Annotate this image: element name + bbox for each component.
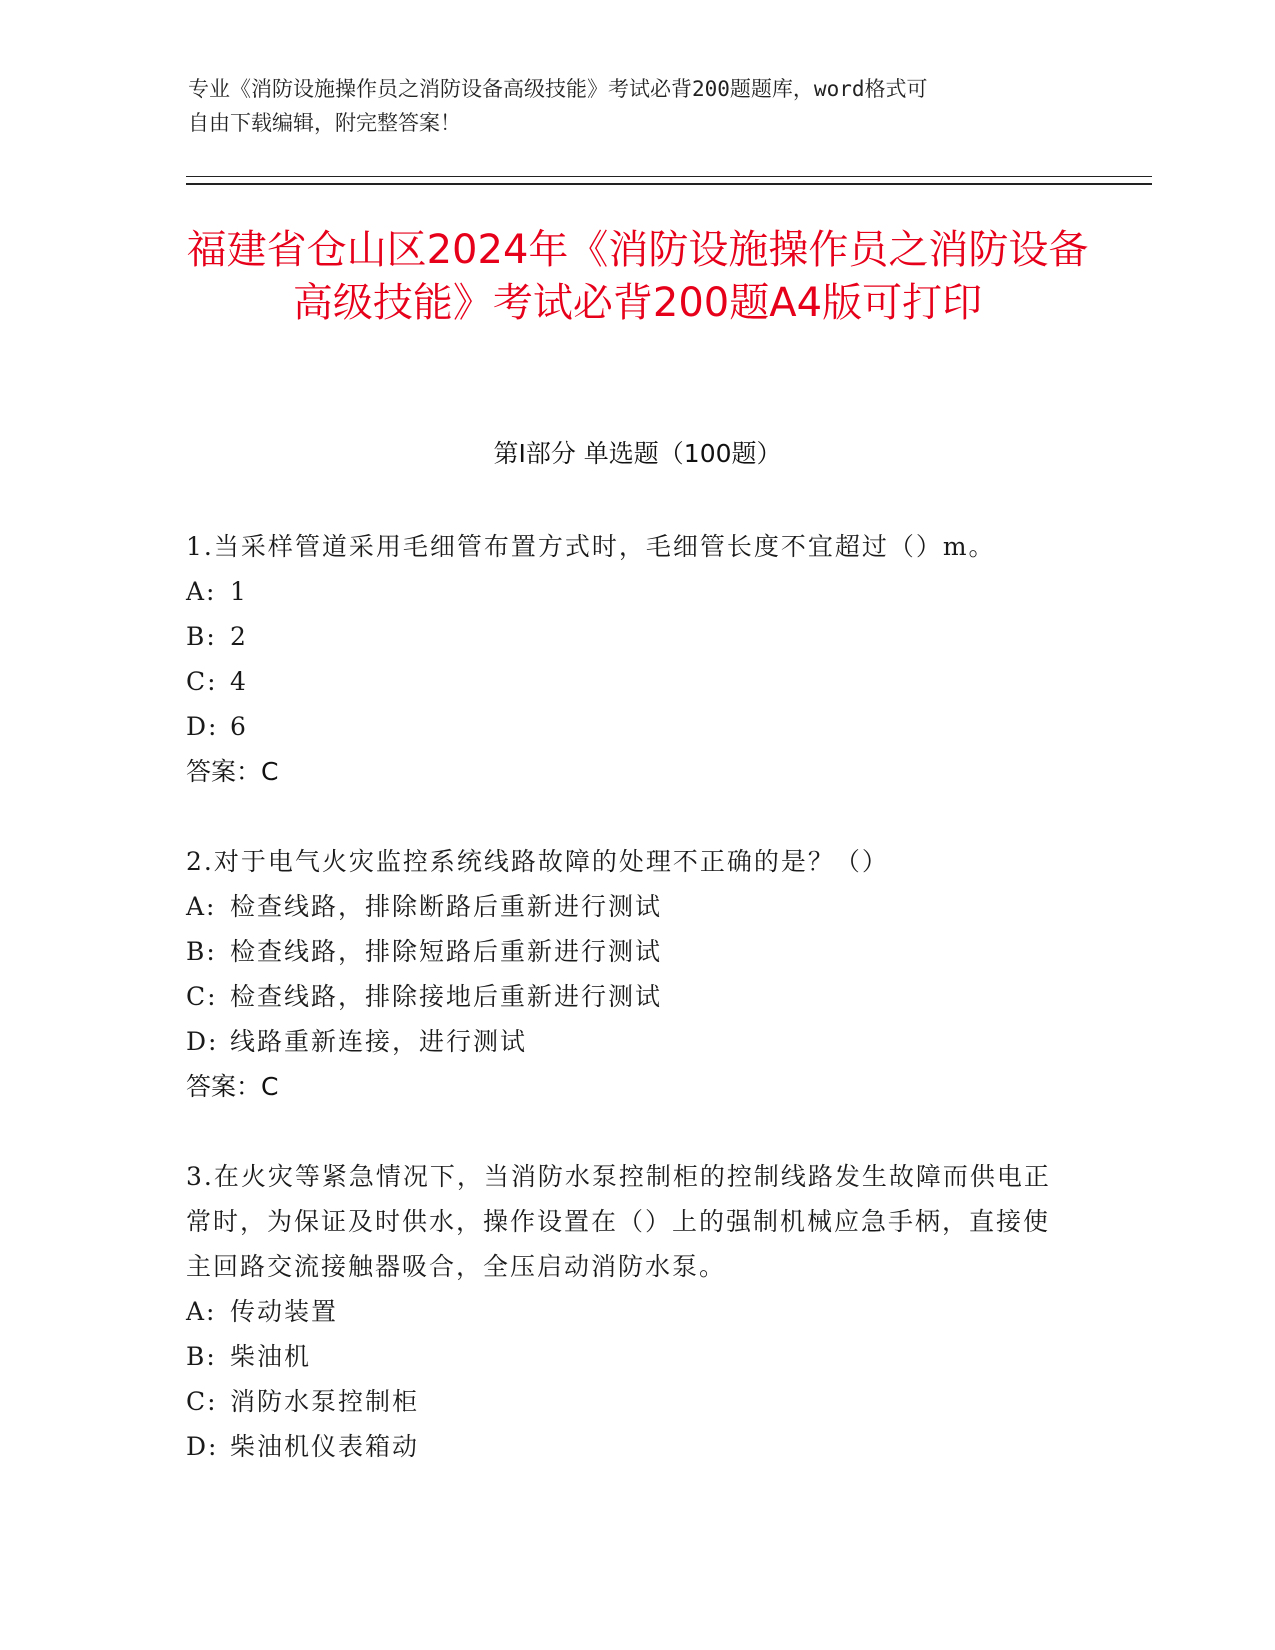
option-text: 检查线路，排除断路后重新进行测试 bbox=[230, 892, 663, 921]
question-stem: 2.对于电气火灾监控系统线路故障的处理不正确的是？（） bbox=[186, 847, 889, 876]
option-text: 柴油机仪表箱动 bbox=[230, 1432, 420, 1461]
option-text: 6 bbox=[230, 712, 248, 741]
option-letter: D: bbox=[186, 712, 219, 741]
option-text: 线路重新连接，进行测试 bbox=[230, 1027, 528, 1056]
option-text: 柴油机 bbox=[230, 1342, 312, 1371]
answer-line: 答案：C bbox=[186, 1072, 279, 1101]
option-a bbox=[186, 1289, 1066, 1334]
option-text: 4 bbox=[230, 667, 248, 696]
option-text: 检查线路，排除短路后重新进行测试 bbox=[230, 937, 663, 966]
question-3 bbox=[186, 1154, 1066, 1469]
option-letter: A: bbox=[186, 577, 217, 606]
option-letter: C: bbox=[186, 667, 218, 696]
option-letter: C: bbox=[186, 982, 218, 1011]
option-text: 检查线路，排除接地后重新进行测试 bbox=[230, 982, 663, 1011]
document-title: 福建省仓山区2024年《消防设施操作员之消防设备高级技能》考试必背200题A4版可打印 bbox=[186, 227, 1089, 326]
option-letter: C: bbox=[186, 1387, 218, 1416]
header-note-line-1: 专业《消防设施操作员之消防设备高级技能》考试必背200题题库，word格式可 bbox=[188, 77, 928, 101]
option-letter: D: bbox=[186, 1027, 219, 1056]
question-stem: 1.当采样管道采用毛细管布置方式时，毛细管长度不宜超过（）m。 bbox=[186, 532, 996, 561]
option-letter: B: bbox=[186, 1342, 217, 1371]
option-letter: B: bbox=[186, 937, 217, 966]
question-1 bbox=[186, 524, 1066, 794]
header-note-line-2: 自由下载编辑，附完整答案！ bbox=[188, 111, 461, 135]
option-a bbox=[186, 884, 1066, 929]
option-d bbox=[186, 1424, 1066, 1469]
question-list bbox=[186, 524, 1066, 1514]
option-b bbox=[186, 614, 1066, 659]
option-text: 2 bbox=[230, 622, 248, 651]
option-text: 1 bbox=[230, 577, 248, 606]
option-d bbox=[186, 704, 1066, 749]
option-letter: A: bbox=[186, 892, 217, 921]
header-divider bbox=[186, 176, 1152, 185]
question-2 bbox=[186, 839, 1066, 1109]
option-d bbox=[186, 1019, 1066, 1064]
option-c bbox=[186, 1379, 1066, 1424]
option-c bbox=[186, 659, 1066, 704]
option-a bbox=[186, 569, 1066, 614]
option-text: 传动装置 bbox=[230, 1297, 339, 1326]
question-stem: 3.在火灾等紧急情况下，当消防水泵控制柜的控制线路发生故障而供电正常时，为保证及时供水，操作设置在（）上的强制机械应急手柄，直接使主回路交流接触器吸合，全压启动消防水泵。 bbox=[186, 1162, 1051, 1281]
option-letter: A: bbox=[186, 1297, 217, 1326]
option-letter: B: bbox=[186, 622, 217, 651]
option-c bbox=[186, 974, 1066, 1019]
option-letter: D: bbox=[186, 1432, 219, 1461]
option-b bbox=[186, 1334, 1066, 1379]
section-heading: 第Ⅰ部分 单选题（100题） bbox=[493, 439, 782, 468]
header-note bbox=[188, 72, 1088, 140]
option-b bbox=[186, 929, 1066, 974]
option-text: 消防水泵控制柜 bbox=[230, 1387, 420, 1416]
answer-line: 答案：C bbox=[186, 757, 279, 786]
